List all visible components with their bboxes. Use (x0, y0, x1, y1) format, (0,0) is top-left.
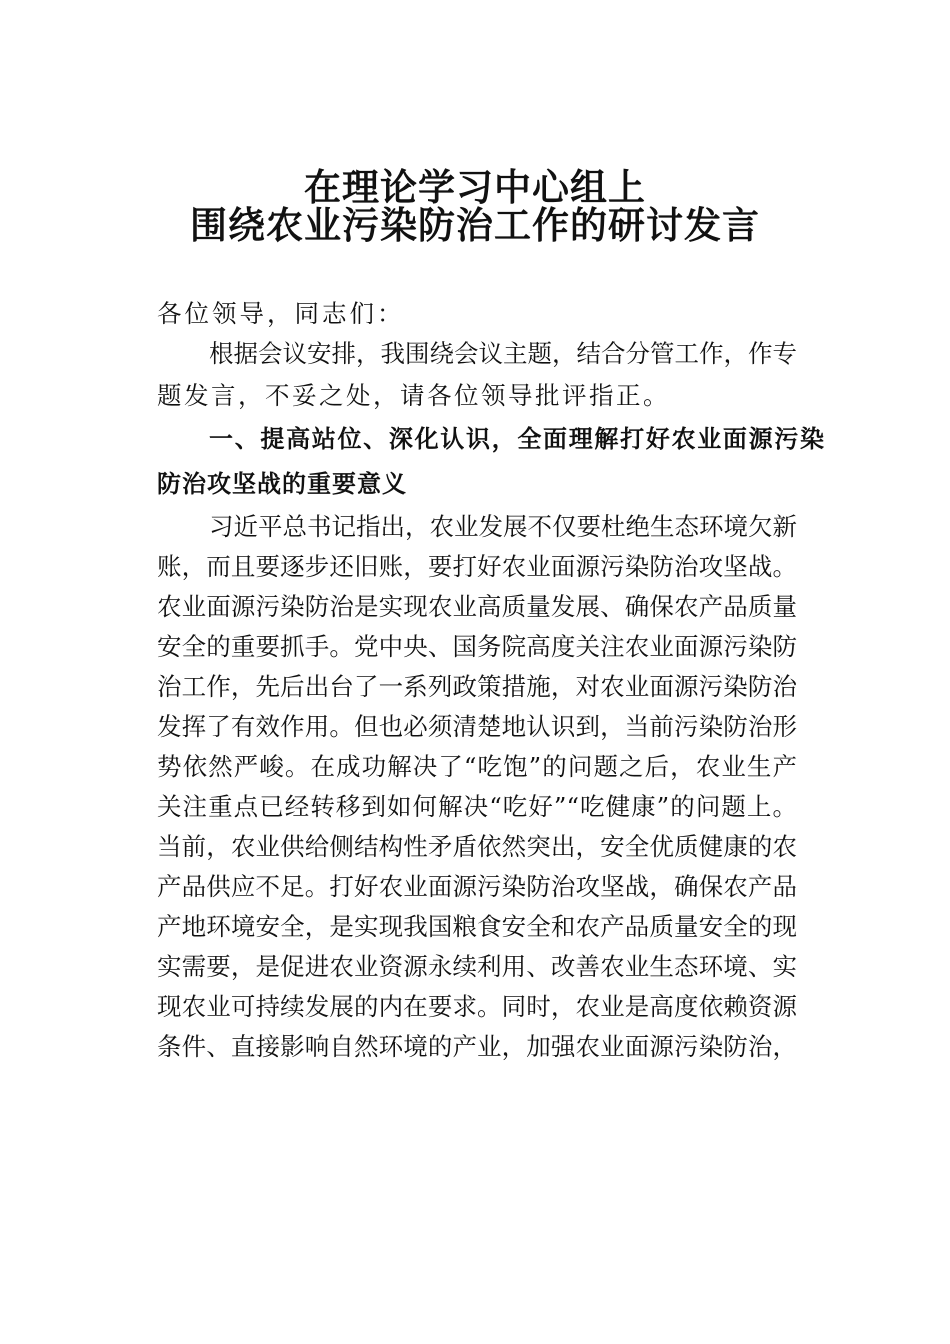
body-line: 现农业可持续发展的内在要求。同时，农业是高度依赖资源 (157, 992, 797, 1021)
body-line: 习近平总书记指出，农业发展不仅要杜绝生态环境欠新 (209, 512, 797, 541)
body-line: 势依然严峻。在成功解决了“吃饱”的问题之后，农业生产 (157, 752, 797, 781)
body-line: 农业面源污染防治是实现农业高质量发展、确保农产品质量 (157, 592, 797, 621)
body-line: 发挥了有效作用。但也必须清楚地认识到，当前污染防治形 (157, 712, 797, 741)
body-line: 当前，农业供给侧结构性矛盾依然突出，安全优质健康的农 (157, 832, 797, 861)
section-heading-line: 一、提高站位、深化认识，全面理解打好农业面源污染 (209, 425, 824, 453)
intro-line: 题发言，不妥之处，请各位领导批评指正。 (157, 381, 670, 410)
document-title-line-2: 围绕农业污染防治工作的研讨发言 (190, 204, 760, 247)
body-line: 产地环境安全，是实现我国粮食安全和农产品质量安全的现 (157, 912, 797, 941)
body-line: 治工作，先后出台了一系列政策措施，对农业面源污染防治 (157, 672, 797, 701)
body-line: 账，而且要逐步还旧账，要打好农业面源污染防治攻坚战。 (157, 552, 797, 581)
body-line: 产品供应不足。打好农业面源污染防治攻坚战，确保农产品 (157, 872, 797, 901)
salutation: 各位领导，同志们： (157, 299, 405, 328)
document-title-line-1: 在理论学习中心组上 (304, 166, 646, 209)
body-line: 实需要，是促进农业资源永续利用、改善农业生态环境、实 (157, 952, 797, 981)
section-heading-line: 防治攻坚战的重要意义 (157, 470, 407, 498)
body-line: 安全的重要抓手。党中央、国务院高度关注农业面源污染防 (157, 632, 797, 661)
body-line: 条件、直接影响自然环境的产业，加强农业面源污染防治， (157, 1032, 797, 1061)
intro-line: 根据会议安排，我围绕会议主题，结合分管工作，作专 (209, 339, 797, 368)
body-line: 关注重点已经转移到如何解决“吃好”“吃健康”的问题上。 (157, 792, 797, 821)
